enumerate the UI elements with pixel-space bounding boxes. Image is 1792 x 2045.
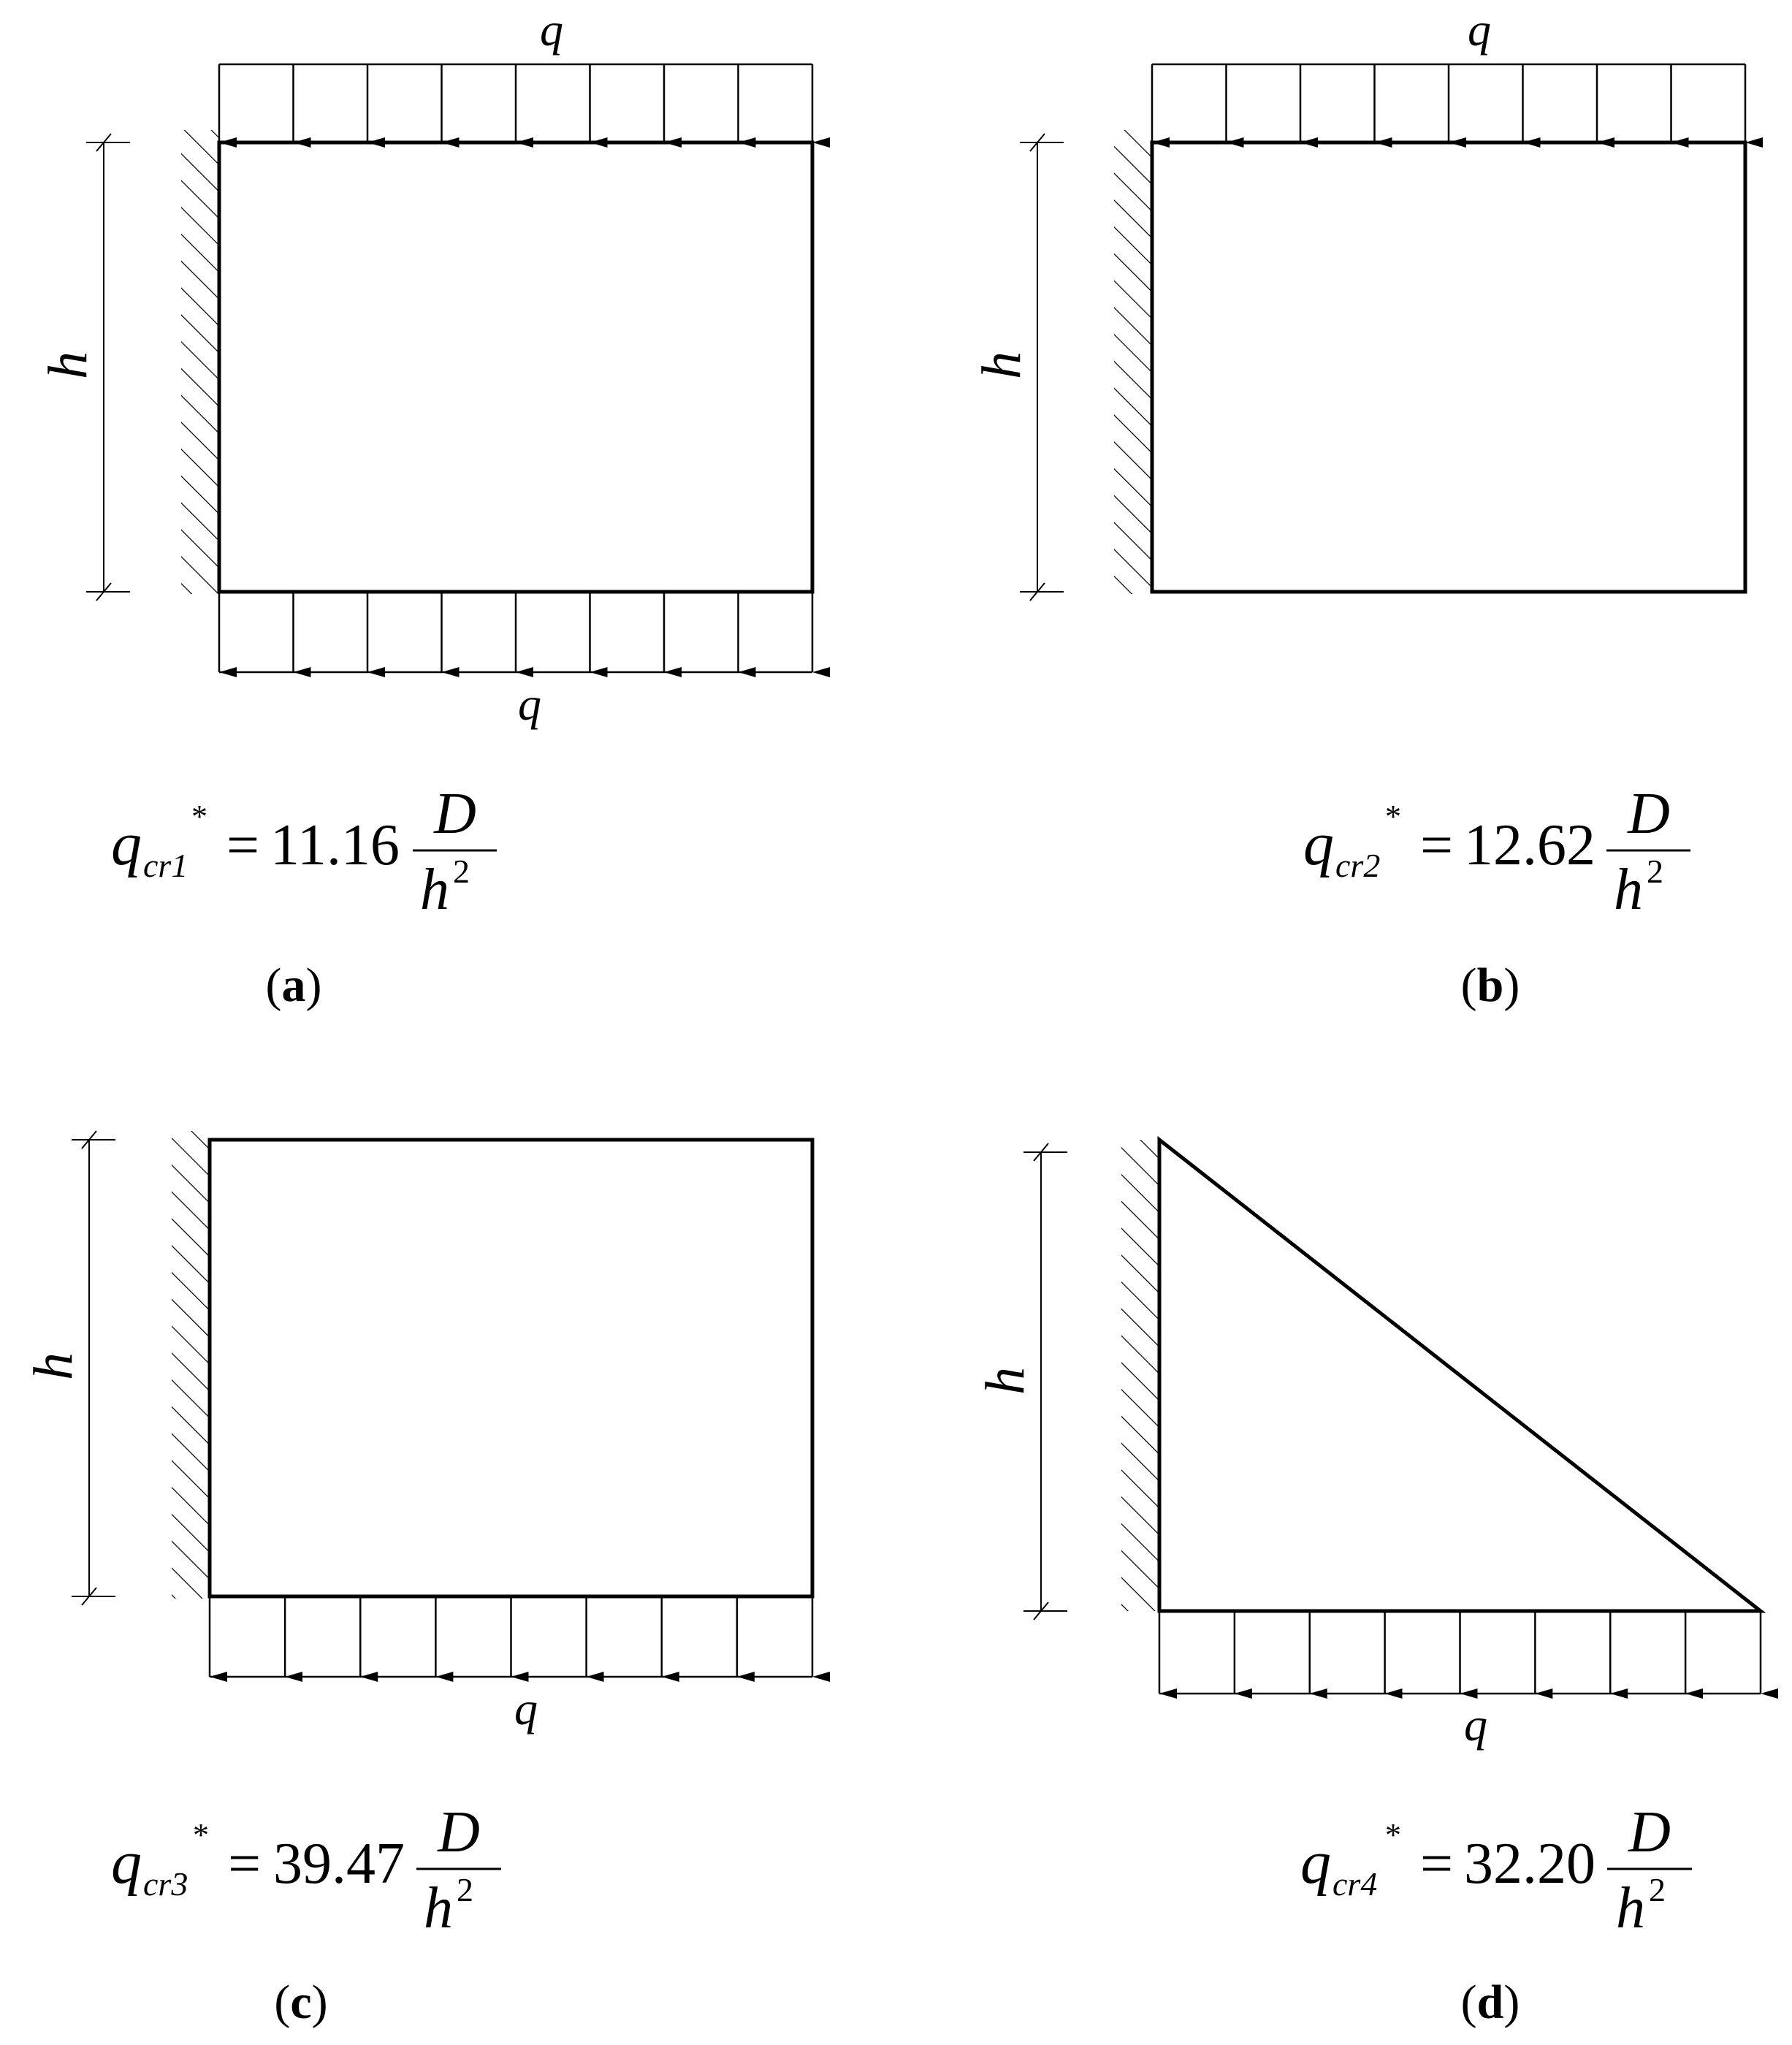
panel-a-top-load xyxy=(219,64,812,142)
formula-equals: = xyxy=(226,813,260,877)
formula-equals: = xyxy=(1420,813,1454,877)
panel-a-caption: (a) xyxy=(265,959,322,1012)
panel-d-fixed-support xyxy=(1121,1140,1159,1611)
formula-q: q xyxy=(1300,1829,1331,1897)
panel-d-bottom-load-label: q xyxy=(1464,1699,1487,1751)
formula-numerator: D xyxy=(434,782,476,846)
panel-a-fixed-support xyxy=(181,130,219,594)
panel-b-caption: (b) xyxy=(1460,959,1520,1012)
panel-c-bottom-load-label: q xyxy=(514,1683,538,1734)
panel-a-bottom-load-label: q xyxy=(518,678,541,730)
formula-star: * xyxy=(191,799,207,834)
panel-d-plate xyxy=(1159,1140,1761,1611)
formula-q: q xyxy=(1303,810,1334,878)
formula-star: * xyxy=(193,1817,209,1853)
formula-equals: = xyxy=(1420,1832,1454,1896)
panel-b-formula xyxy=(1303,782,1690,922)
panel-a-plate xyxy=(219,142,812,592)
panel-c-fixed-support xyxy=(172,1131,210,1599)
panel-d-bottom-load xyxy=(1159,1611,1761,1694)
formula-subscript: cr1 xyxy=(143,847,188,884)
formula-denominator: h xyxy=(420,858,449,922)
formula-equals: = xyxy=(228,1832,262,1896)
panel-a-bottom-load xyxy=(219,592,812,672)
panel-c-height-label: h xyxy=(23,1352,84,1380)
panel-a-top-load-label: q xyxy=(540,4,563,56)
formula-coefficient: 11.16 xyxy=(270,813,400,877)
panel-b-plate xyxy=(1152,142,1745,592)
panel-a xyxy=(37,4,812,1012)
formula-coefficient: 12.62 xyxy=(1464,813,1595,877)
panel-d-caption: (d) xyxy=(1460,1976,1520,2029)
formula-denominator: h xyxy=(424,1876,453,1941)
panel-c-plate xyxy=(210,1140,812,1596)
panel-d-formula xyxy=(1300,1800,1692,1941)
formula-denominator-exponent: 2 xyxy=(1647,853,1663,890)
formula-denominator-exponent: 2 xyxy=(1649,1871,1666,1908)
formula-coefficient: 39.47 xyxy=(273,1832,405,1896)
panel-c xyxy=(23,1131,812,2029)
panel-b-height-label: h xyxy=(971,351,1032,379)
panel-b xyxy=(971,4,1745,1012)
formula-star: * xyxy=(1385,1817,1401,1853)
formula-denominator: h xyxy=(1614,858,1643,922)
formula-star: * xyxy=(1385,799,1401,834)
panel-d-height-label: h xyxy=(975,1367,1036,1395)
panel-b-fixed-support xyxy=(1114,130,1152,594)
formula-denominator-exponent: 2 xyxy=(453,853,470,890)
panel-a-height-label: h xyxy=(37,351,99,379)
formula-numerator: D xyxy=(438,1800,480,1865)
formula-coefficient: 32.20 xyxy=(1464,1832,1595,1896)
panel-b-top-load-label: q xyxy=(1468,4,1491,56)
panel-a-formula xyxy=(111,782,497,922)
formula-numerator: D xyxy=(1628,782,1670,846)
panel-c-caption: (c) xyxy=(274,1976,328,2029)
formula-subscript: cr3 xyxy=(143,1865,188,1903)
panel-c-bottom-load xyxy=(210,1596,812,1677)
formula-q: q xyxy=(111,810,142,878)
formula-numerator: D xyxy=(1628,1800,1671,1865)
panel-c-formula xyxy=(111,1800,501,1941)
formula-denominator-exponent: 2 xyxy=(457,1871,473,1908)
formula-q: q xyxy=(111,1829,142,1897)
formula-subscript: cr2 xyxy=(1335,847,1381,884)
formula-denominator: h xyxy=(1616,1876,1645,1941)
panel-b-top-load xyxy=(1152,64,1745,142)
panel-d xyxy=(975,1140,1761,2029)
formula-subscript: cr4 xyxy=(1332,1865,1378,1903)
